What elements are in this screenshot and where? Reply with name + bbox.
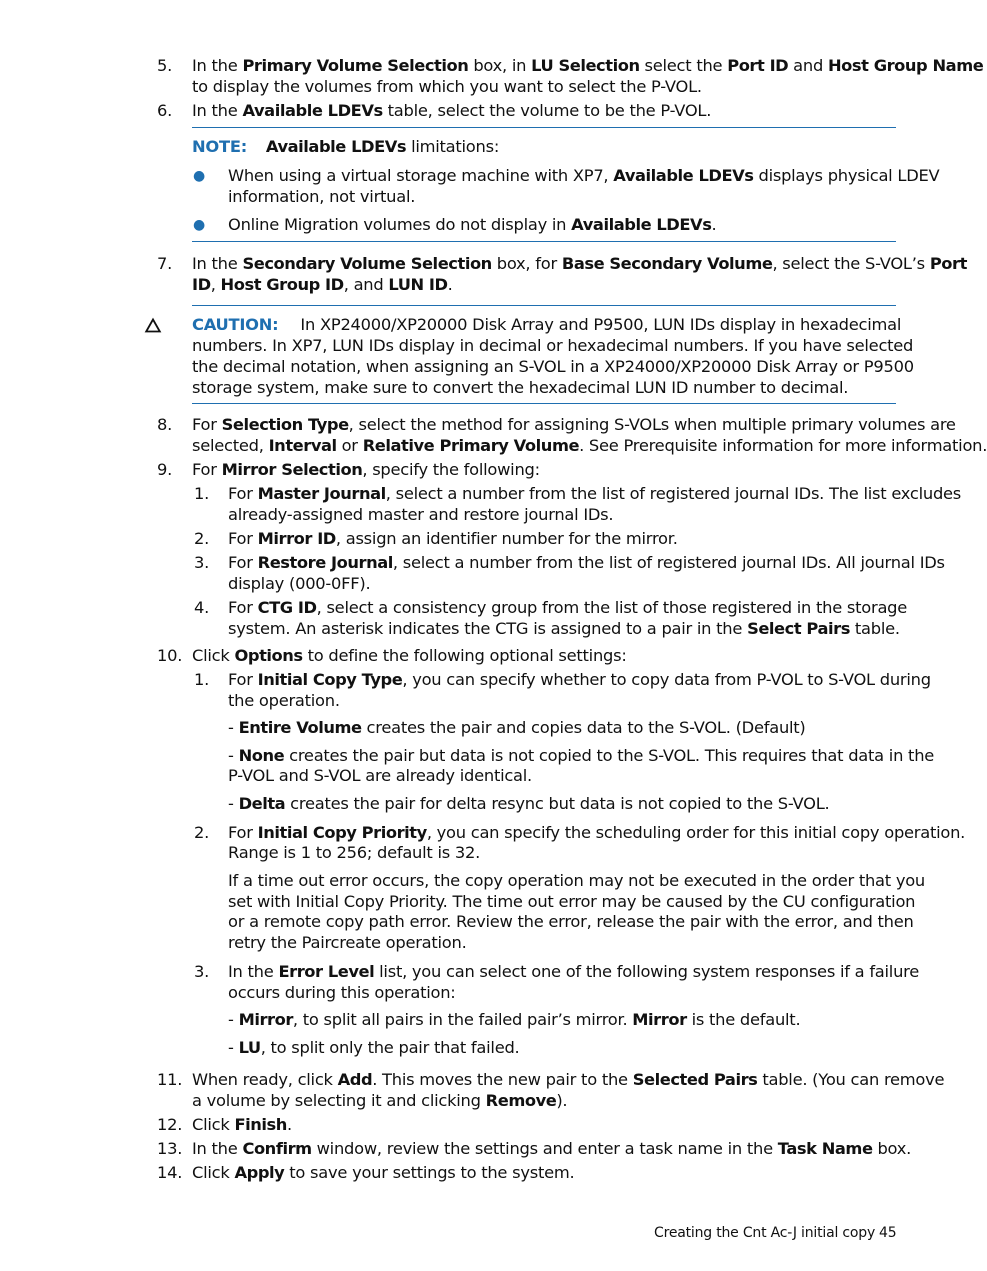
text: box, in [468,56,532,75]
ui-term: Interval [268,436,337,455]
text: , to split all pairs in the failed pair’s mirror. [292,1010,633,1029]
divider [192,305,896,306]
text: For [228,823,258,842]
text: already-assigned master and restore journal IDs. [228,505,614,524]
text: In XP24000/XP20000 Disk Array and P9500, LUN IDs display in hexadecimal [300,315,902,334]
step-number: 6. [157,101,173,120]
ui-term: LU Selection [531,56,640,75]
text: the decimal notation, when assigning an S-VOL in a XP24000/XP20000 Disk Array or P9500 [192,357,914,376]
text: , select the method for assigning S-VOLs when multiple primary volumes are [348,415,956,434]
text: For [228,553,258,572]
text: - [228,1010,239,1029]
ui-term: Restore Journal [257,553,393,572]
ui-term: Secondary Volume Selection [242,254,492,273]
text: numbers. In XP7, LUN IDs display in decimal or hexadecimal numbers. If you have selected [192,336,914,355]
step-number: 8. [157,415,173,434]
ui-term: Base Secondary Volume [561,254,773,273]
ui-term: Options [234,646,303,665]
ui-term: Primary Volume Selection [242,56,469,75]
text: is the default. [686,1010,801,1029]
text: - [228,718,239,737]
text: In the [192,101,243,120]
text: P-VOL and S-VOL are already identical. [228,766,532,785]
text: table. [849,619,900,638]
text: box. [872,1139,912,1158]
text: . See Prerequisite information for more information. [579,436,987,455]
text: limitations: [406,137,500,156]
ui-term: Mirror [238,1010,293,1029]
ui-term: Apply [234,1163,285,1182]
ui-term: Mirror Selection [221,460,363,479]
text: , you can specify whether to copy data from P-VOL to S-VOL during [402,670,931,689]
text: set with Initial Copy Priority. The time out error may be caused by the CU configuration [228,892,916,911]
text: , and [343,275,389,294]
text: information, not virtual. [228,187,416,206]
text: , [210,275,221,294]
ui-term: Available LDEVs [613,166,754,185]
text: - [228,794,239,813]
text: , select a number from the list of registered journal IDs. The list excludes [385,484,962,503]
text: table, select the volume to be the P-VOL. [382,101,712,120]
text: In the [228,962,279,981]
text: to display the volumes from which you want to select the P-VOL. [192,77,702,96]
ui-term: Port [929,254,967,273]
text: display (000-0FF). [228,574,371,593]
text: , select a consistency group from the list of those registered in the storage [316,598,908,617]
text: When ready, click [192,1070,338,1089]
text: Range is 1 to 256; default is 32. [228,843,481,862]
text: In the [192,56,243,75]
ui-term: Mirror ID [257,529,336,548]
step-number: 13. [157,1139,183,1158]
text: creates the pair for delta resync but data is not copied to the S-VOL. [285,794,830,813]
text: storage system, make sure to convert the hexadecimal LUN ID number to decimal. [192,378,849,397]
text: . [447,275,453,294]
footer-title: Creating the Cnt Ac-J initial copy [654,1225,876,1241]
text: or a remote copy path error. Review the error, release the pair with the error, and then [228,912,914,931]
text: and [788,56,828,75]
text: , select a number from the list of registered journal IDs. All journal IDs [392,553,945,572]
text: For [228,598,258,617]
text: Online Migration volumes do not display in [228,215,572,234]
substep-number: 1. [194,484,210,503]
text: - [228,1038,239,1057]
divider [192,127,896,128]
ui-term: Relative Primary Volume [362,436,580,455]
bullet-icon: ● [193,217,205,233]
warning-triangle-icon [145,318,161,333]
bullet-icon: ● [193,168,205,184]
substep-number: 4. [194,598,210,617]
ui-term: Confirm [242,1139,312,1158]
caution-label: CAUTION: [192,315,279,334]
ui-term: Port ID [727,56,789,75]
text: For [228,670,258,689]
substep-number: 2. [194,529,210,548]
ui-term: Host Group ID [220,275,344,294]
ui-term: LUN ID [388,275,448,294]
text: retry the Paircreate operation. [228,933,467,952]
text: For [192,415,222,434]
text: If a time out error occurs, the copy operation may not be executed in the order that you [228,871,925,890]
ui-term: CTG ID [257,598,317,617]
text: For [228,484,258,503]
divider [192,403,896,404]
text: list, you can select one of the following system responses if a failure [374,962,919,981]
text: - [228,746,239,765]
ui-term: LU [238,1038,261,1057]
step-number: 9. [157,460,173,479]
substep-number: 3. [194,962,210,981]
ui-term: Available LDEVs [242,101,383,120]
step-number: 11. [157,1070,183,1089]
ui-term: Entire Volume [238,718,362,737]
ui-term: Selected Pairs [632,1070,758,1089]
text: creates the pair but data is not copied to the S-VOL. This requires that data in the [284,746,935,765]
text: For [228,529,258,548]
ui-term: Mirror [632,1010,687,1029]
text: to save your settings to the system. [284,1163,575,1182]
note-label: NOTE: [192,137,247,156]
text: . This moves the new pair to the [372,1070,633,1089]
ui-term: Initial Copy Priority [257,823,427,842]
ui-term: Available LDEVs [571,215,712,234]
ui-term: Available LDEVs [265,137,407,156]
step-number: 7. [157,254,173,273]
text: window, review the settings and enter a task name in the [311,1139,778,1158]
ui-term: None [238,746,285,765]
text: system. An asterisk indicates the CTG is assigned to a pair in the [228,619,748,638]
ui-term: Error Level [278,962,375,981]
text: occurs during this operation: [228,983,456,1002]
ui-term: Finish [234,1115,287,1134]
text: , you can specify the scheduling order for this initial copy operation. [426,823,966,842]
text: the operation. [228,691,340,710]
ui-term: Master Journal [257,484,386,503]
ui-term: Remove [485,1091,557,1110]
text: Click [192,646,235,665]
text: displays physical LDEV [753,166,940,185]
text: In the [192,254,243,273]
ui-term: Add [337,1070,373,1089]
ui-term: Delta [238,794,286,813]
text: a volume by selecting it and clicking [192,1091,486,1110]
ui-term: Select Pairs [747,619,850,638]
text: Click [192,1163,235,1182]
step-number: 5. [157,56,173,75]
text: For [192,460,222,479]
ui-term: Task Name [777,1139,873,1158]
text: , select the S-VOL’s [772,254,930,273]
divider [192,241,896,242]
text: . [711,215,717,234]
text: , assign an identifier number for the mirror. [335,529,678,548]
ui-term: Selection Type [221,415,349,434]
text: select the [639,56,728,75]
substep-number: 1. [194,670,210,689]
text: creates the pair and copies data to the S-VOL. (Default) [361,718,806,737]
ui-term: ID [192,275,211,294]
text: , to split only the pair that failed. [260,1038,520,1057]
step-number: 10. [157,646,183,665]
substep-number: 3. [194,553,210,572]
substep-number: 2. [194,823,210,842]
text: , specify the following: [362,460,540,479]
ui-term: Initial Copy Type [257,670,403,689]
text: When using a virtual storage machine with XP7, [228,166,614,185]
text: Click [192,1115,235,1134]
step-number: 14. [157,1163,183,1182]
text: . [286,1115,292,1134]
ui-term: Host Group Name [827,56,984,75]
text: to define the following optional settings: [302,646,627,665]
text: table. (You can remove [757,1070,945,1089]
text: box, for [491,254,562,273]
step-number: 12. [157,1115,183,1134]
text: In the [192,1139,243,1158]
text: selected, [192,436,269,455]
text: or [336,436,363,455]
page-number: 45 [879,1225,897,1241]
text: ). [556,1091,568,1110]
